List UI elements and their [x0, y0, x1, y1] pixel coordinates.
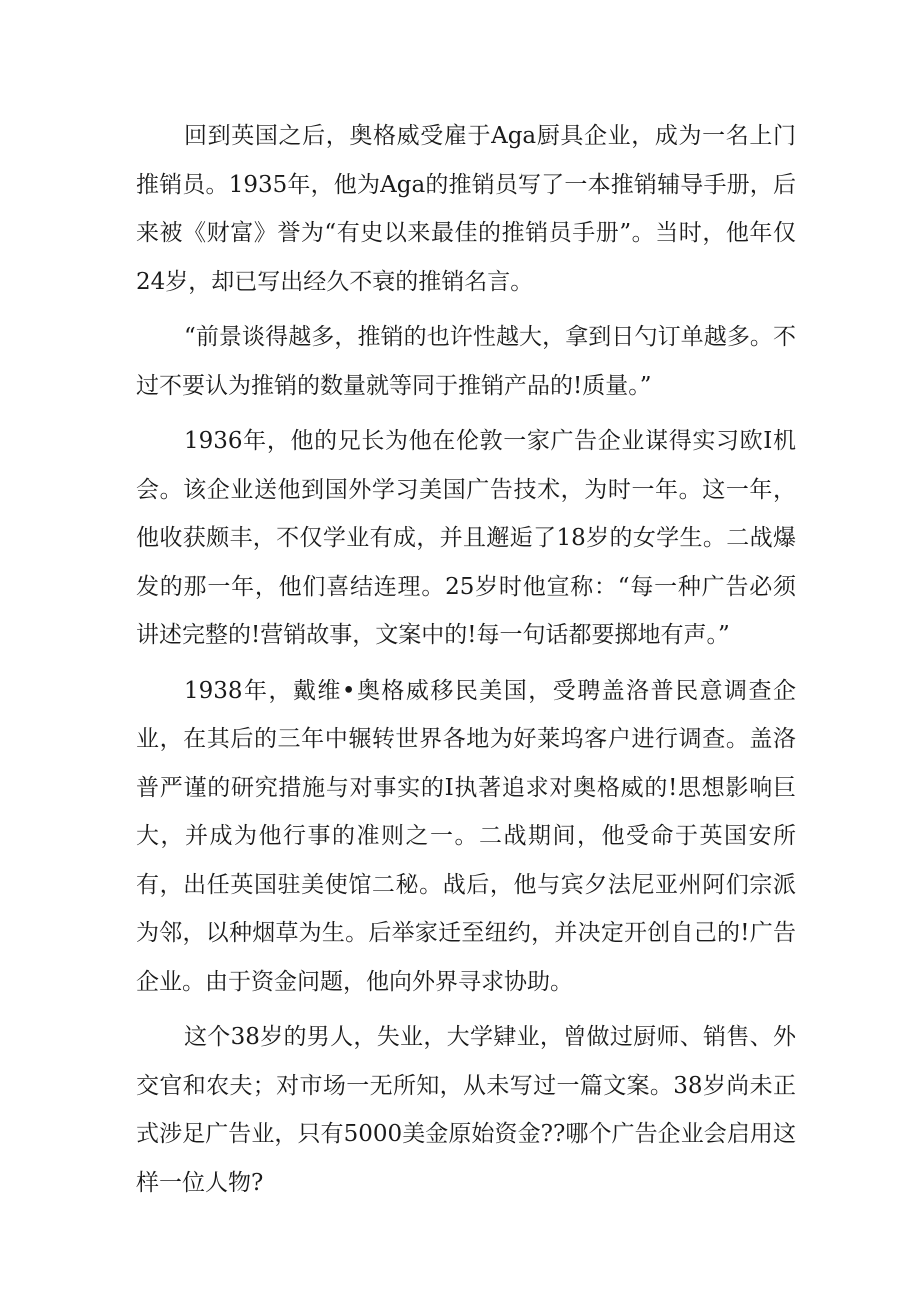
paragraph-1938-emigration: 1938年，戴维•奥格威移民美国，受聘盖洛普民意调查企业，在其后的三年中辗转世界各地为好莱坞客户进行调查。盖洛普严谨的研究措施与对事实的Ⅰ执著追求对奥格威的!思想影响巨大，并成为他行事的准则之一。二战期间，他受命于英国安所有，出任英国驻美使馆二秘。战后，他与宾夕法尼亚州阿们宗派为邻，以种烟草为生。后举家迁至纽约，并决定开创自己的!广告企业。由于资金问题，他向外界寻求协助。 — [136, 677, 796, 995]
paragraph-aga-salesman: 回到英国之后，奥格威受雇于Aga厨具企业，成为一名上门推销员。1935年，他为Aga的推销员写了一本推销辅导手册，后来被《财富》誉为“有史以来最佳的推销员手册”。当时，他年仅24岁，却已写出经久不衰的推销名言。 — [136, 123, 796, 295]
paragraph-38-year-old: 这个38岁的男人，失业，大学肄业，曾做过厨师、销售、外交官和农夫；对市场一无所知，从未写过一篇文案。38岁尚未正式涉足广告业，只有5000美金原始资金??哪个广告企业会启用这样一位人物? — [136, 1024, 796, 1196]
paragraph-1936-internship: 1936年，他的兄长为他在伦敦一家广告企业谋得实习欧Ⅰ机会。该企业送他到国外学习美国广告技术，为时一年。这一年，他收获颇丰，不仅学业有成，并且邂逅了18岁的女学生。二战爆发的那一年，他们喜结连理。25岁时他宣称：“每一种广告必须讲述完整的!营销故事，文案中的!每一句话都要掷地有声。” — [136, 428, 796, 648]
paragraph-sales-quote: “前景谈得越多，推销的也许性越大，拿到日勺订单越多。不过不要认为推销的数量就等同于推销产品的!质量。” — [136, 324, 796, 399]
body-text — [136, 112, 796, 1207]
